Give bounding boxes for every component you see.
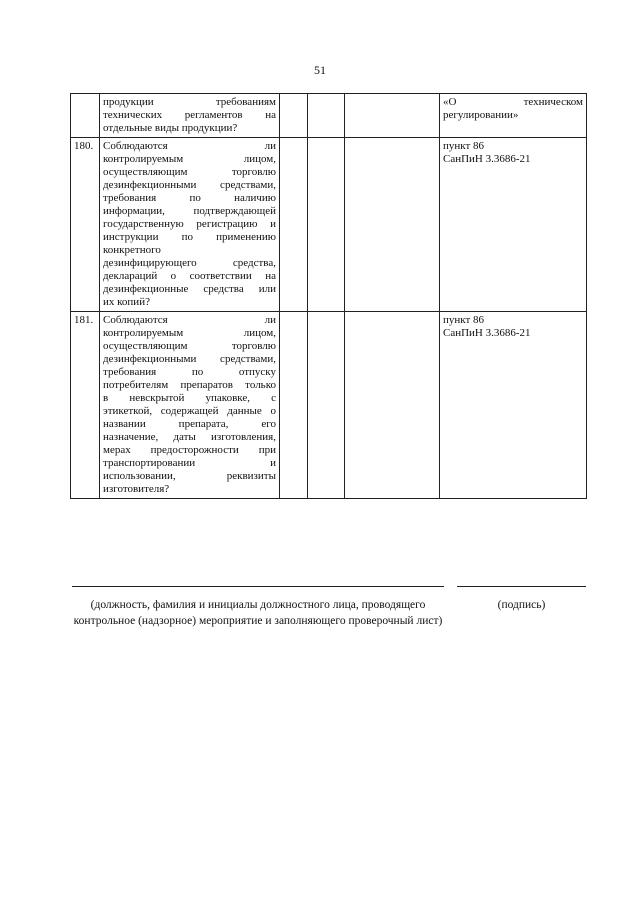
row-number — [71, 94, 100, 138]
question-line: требования по отпуску — [103, 366, 276, 378]
reference-line: «О техническом — [443, 96, 583, 108]
question-line: требования по наличию — [103, 192, 276, 204]
signature-name-line — [72, 586, 444, 587]
answer-na-cell[interactable] — [345, 94, 440, 138]
answer-na-cell[interactable] — [345, 312, 440, 499]
question-line: контролируемым лицом, — [103, 153, 276, 165]
reference-line: регулировании» — [443, 109, 519, 121]
answer-no-cell[interactable] — [308, 94, 345, 138]
legal-reference — [440, 138, 587, 312]
requirement-question — [100, 94, 280, 138]
question-line: их копий? — [103, 296, 150, 308]
question-line: мерах предосторожности при — [103, 444, 276, 456]
question-line: осуществляющим торговлю — [103, 166, 276, 178]
requirement-question — [100, 138, 280, 312]
reference-line: СанПиН 3.3686-21 — [443, 327, 531, 339]
question-line: контролируемым лицом, — [103, 327, 276, 339]
question-line: потребителям препаратов только — [103, 379, 276, 391]
question-line: дезинфекционные средства или — [103, 283, 276, 295]
question-line: назначение, даты изготовления, — [103, 431, 276, 443]
signature-position-caption: (должность, фамилия и инициалы должностного лица, проводящего контрольное (надзорное) мероприятие и заполняющего проверочный лист) — [73, 599, 443, 627]
question-line: Соблюдаются ли — [103, 314, 276, 326]
question-line: государственную регистрацию и — [103, 218, 276, 230]
question-line: дезинфекционными средствами, — [103, 179, 276, 191]
question-line: дезинфицирующего средства, — [103, 257, 276, 269]
table-row — [71, 94, 587, 138]
question-line: отдельные виды продукции? — [103, 122, 238, 134]
reference-line: пункт 86 — [443, 140, 485, 152]
question-line: конкретного — [103, 244, 161, 256]
row-number: 180. — [71, 138, 100, 312]
legal-reference — [440, 312, 587, 499]
question-line: осуществляющим торговлю — [103, 340, 276, 352]
question-line: инструкции по применению — [103, 231, 276, 243]
question-line: дезинфекционными средствами, — [103, 353, 276, 365]
question-line: деклараций о соответствии на — [103, 270, 276, 282]
signature-sign-caption: (подпись) — [497, 599, 546, 611]
answer-na-cell[interactable] — [345, 138, 440, 312]
row-number: 181. — [71, 312, 100, 499]
question-line: Соблюдаются ли — [103, 140, 276, 152]
answer-yes-cell[interactable] — [280, 312, 308, 499]
table-row — [71, 312, 587, 499]
question-line: информации, подтверждающей — [103, 205, 276, 217]
question-line: использовании, реквизиты — [103, 470, 276, 482]
question-line: изготовителя? — [103, 483, 170, 495]
question-line: транспортировании и — [103, 457, 276, 469]
reference-line: пункт 86 — [443, 314, 485, 326]
legal-reference — [440, 94, 587, 138]
signature-sign-line — [457, 586, 586, 587]
reference-line: СанПиН 3.3686-21 — [443, 153, 531, 165]
question-line: этикеткой, содержащей данные о — [103, 405, 276, 417]
answer-yes-cell[interactable] — [280, 94, 308, 138]
table-row — [71, 138, 587, 312]
requirement-question — [100, 312, 280, 499]
answer-no-cell[interactable] — [308, 138, 345, 312]
question-line: продукции требованиям — [103, 96, 276, 108]
checklist-table — [70, 93, 587, 499]
answer-yes-cell[interactable] — [280, 138, 308, 312]
answer-no-cell[interactable] — [308, 312, 345, 499]
question-line: названии препарата, его — [103, 418, 276, 430]
page-number: 51 — [314, 63, 326, 77]
question-line: в невскрытой упаковке, с — [103, 392, 276, 404]
question-line: технических регламентов на — [103, 109, 276, 121]
